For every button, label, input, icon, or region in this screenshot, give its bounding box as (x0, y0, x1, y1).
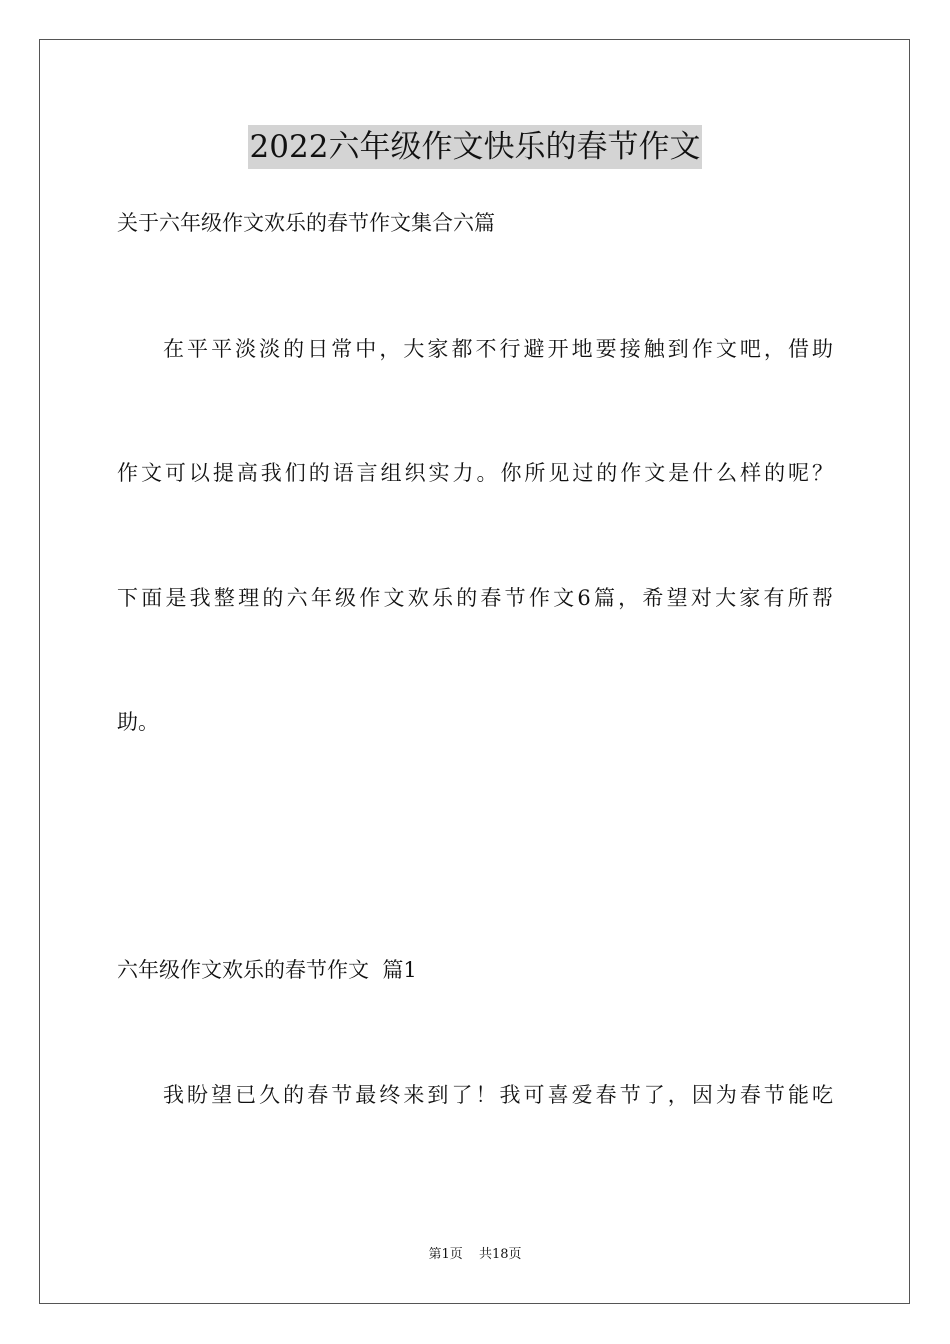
page-number: 第1页 (428, 1247, 463, 1262)
page-footer (0, 1246, 950, 1264)
body-line-1: 我盼望已久的春节最终来到了！我可喜爱春节了，因为春节能吃 (163, 1083, 833, 1107)
intro-line-2: 作文可以提高我们的语言组织实力。你所见过的作文是什么样的呢？ (117, 461, 833, 485)
document-title: 2022六年级作文快乐的春节作文 (248, 125, 703, 169)
intro-line-3: 下面是我整理的六年级作文欢乐的春节作文6篇，希望对大家有所帮 (117, 586, 833, 610)
intro-line-4: 助。 (117, 710, 159, 734)
intro-line-1: 在平平淡淡的日常中，大家都不行避开地要接触到作文吧，借助 (163, 337, 833, 361)
title-container (0, 125, 950, 169)
section-heading: 六年级作文欢乐的春节作文 篇1 (117, 958, 417, 982)
page-total: 共18页 (478, 1247, 522, 1262)
document-subtitle: 关于六年级作文欢乐的春节作文集合六篇 (117, 211, 495, 235)
